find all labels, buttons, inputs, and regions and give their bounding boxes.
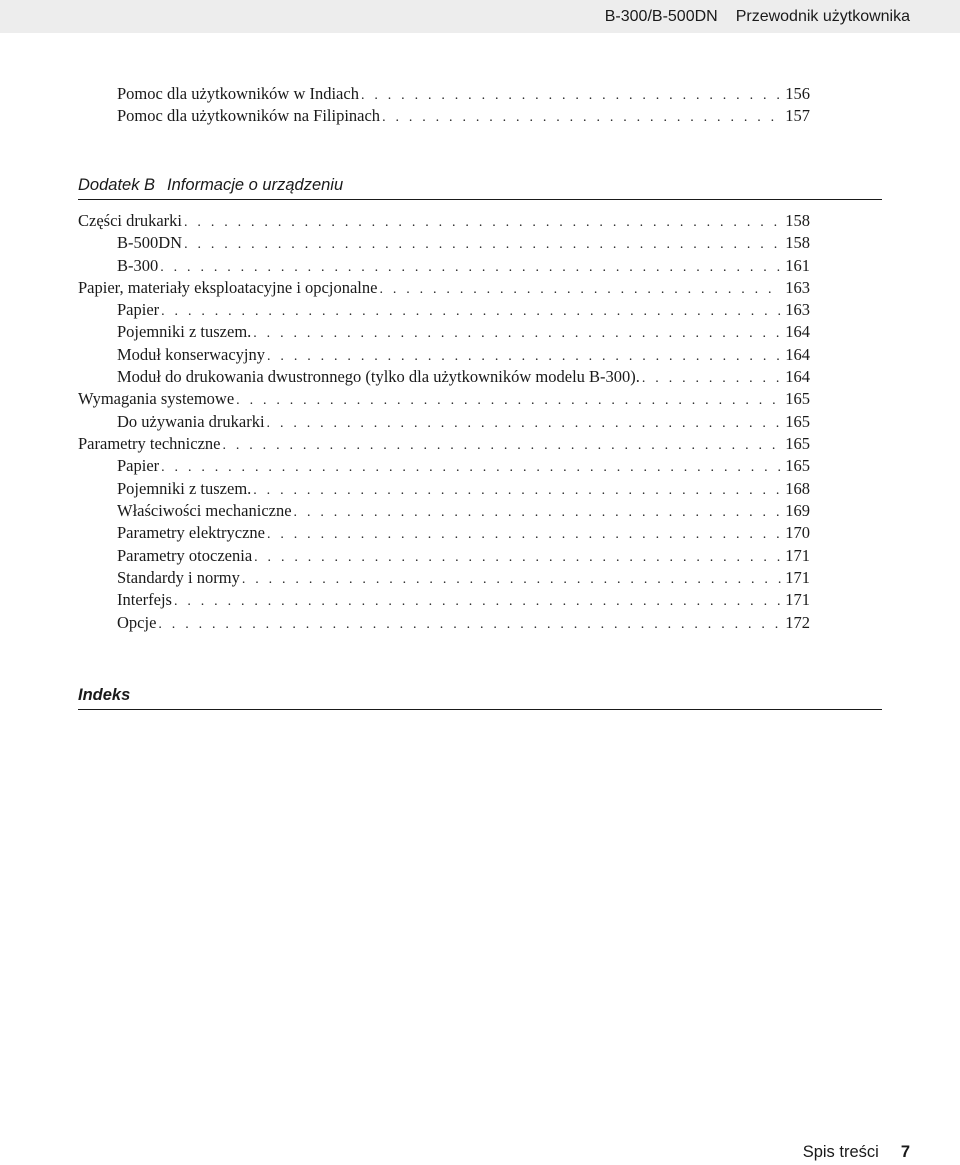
toc-entry-label: Moduł do drukowania dwustronnego (tylko dla użytkowników modelu B-300). [117,367,640,386]
dot-leader [159,301,781,321]
toc-entry-label: Parametry otoczenia [117,546,253,565]
toc-entry-label: Interfejs [117,590,172,609]
toc-entry[interactable] [117,255,810,277]
toc-entry-page: 169 [785,501,810,520]
page-footer [803,1140,910,1164]
toc-entry[interactable] [117,366,810,388]
toc-entry-label: Opcje [117,613,157,632]
toc-entry-page: 165 [785,456,810,475]
toc-entry[interactable] [117,589,810,611]
dot-leader [640,368,781,388]
toc-entry[interactable] [78,433,810,455]
toc-entry[interactable] [117,299,810,321]
toc-entry-label: Papier [117,456,160,475]
dot-leader [292,502,782,522]
dot-leader [240,569,781,589]
toc-entry-page: 171 [785,590,810,609]
toc-entry-page: 165 [785,389,810,408]
toc-entry[interactable] [117,455,810,477]
dot-leader [265,524,781,544]
toc-entry-page: 172 [785,613,810,632]
toc-entry-label: Właściwości mechaniczne [117,501,292,520]
dot-leader [380,107,781,127]
dot-leader [182,234,781,254]
dot-leader [220,435,781,455]
toc-entry[interactable] [117,83,810,105]
running-header [0,0,960,33]
dot-leader [234,390,781,410]
toc-entry-page: 170 [785,523,810,542]
toc-entry[interactable] [117,105,810,127]
toc-entry-label: Parametry elektryczne [117,523,265,542]
toc-entry-page: 163 [785,278,810,297]
toc-entry-page: 165 [785,434,810,453]
toc-entry[interactable] [78,210,810,232]
appendix-prefix: Dodatek B [78,176,156,194]
footer-section: Spis treści [802,1143,879,1161]
toc-entry-page: 165 [785,412,810,431]
dot-leader [156,614,781,634]
dot-leader [265,346,781,366]
dot-leader [172,591,781,611]
toc-entry[interactable] [117,478,810,500]
toc-entry[interactable] [78,277,810,299]
toc-entry-label: Papier [117,300,160,319]
toc-entry-page: 158 [785,233,810,252]
dot-leader [377,279,781,299]
toc-entry-page: 164 [785,345,810,364]
toc-entry-label: Części drukarki [78,211,183,230]
header-text [605,0,910,33]
toc-entry-page: 171 [785,546,810,565]
toc-entry-label: Standardy i normy [117,568,240,587]
dot-leader [252,547,781,567]
dot-leader [251,480,781,500]
dot-leader [158,257,781,277]
appendix-heading[interactable] [78,174,882,200]
dot-leader [251,323,781,343]
toc-entry-label: Moduł konserwacyjny [117,345,266,364]
header-model: B-300/B-500DN [604,8,718,25]
toc-entry[interactable] [117,232,810,254]
toc-entry-page: 164 [785,367,810,386]
footer-page-number: 7 [900,1143,910,1161]
toc-entry-label: Pomoc dla użytkowników w Indiach [117,84,359,103]
header-guide-title: Przewodnik użytkownika [735,8,910,25]
toc-entry-label: Parametry techniczne [78,434,221,453]
toc-entry-page: 157 [785,106,810,125]
toc-entry-page: 158 [785,211,810,230]
toc-entry-label: Pomoc dla użytkowników na Filipinach [117,106,381,125]
dot-leader [359,85,781,105]
toc-entry-label: Do używania drukarki [117,412,265,431]
toc-entry[interactable] [117,321,810,343]
toc-entry[interactable] [117,500,810,522]
toc-entry-page: 163 [785,300,810,319]
index-heading[interactable]: Indeks [78,684,882,710]
toc-entry[interactable] [117,612,810,634]
dot-leader [265,413,782,433]
toc-entry[interactable] [117,344,810,366]
toc-entry-label: Papier, materiały eksploatacyjne i opcjonalne [78,278,378,297]
dot-leader [159,457,781,477]
toc-entry-label: Pojemniki z tuszem. [117,479,252,498]
appendix-title: Informacje o urządzeniu [167,176,344,194]
toc-entry-label: B-500DN [117,233,183,252]
dot-leader [182,212,781,232]
toc-entry-page: 168 [785,479,810,498]
toc-entry[interactable] [78,388,810,410]
toc-entry-page: 161 [785,256,810,275]
toc-entry[interactable] [117,411,810,433]
toc-entry-page: 171 [785,568,810,587]
toc-entry[interactable] [117,545,810,567]
toc-entry-label: B-300 [117,256,159,275]
toc-entry-label: Pojemniki z tuszem. [117,322,252,341]
toc-entry-page: 164 [785,322,810,341]
toc-entry-page: 156 [785,84,810,103]
toc-entry[interactable] [117,522,810,544]
toc-entry-label: Wymagania systemowe [78,389,235,408]
toc-entry[interactable] [117,567,810,589]
